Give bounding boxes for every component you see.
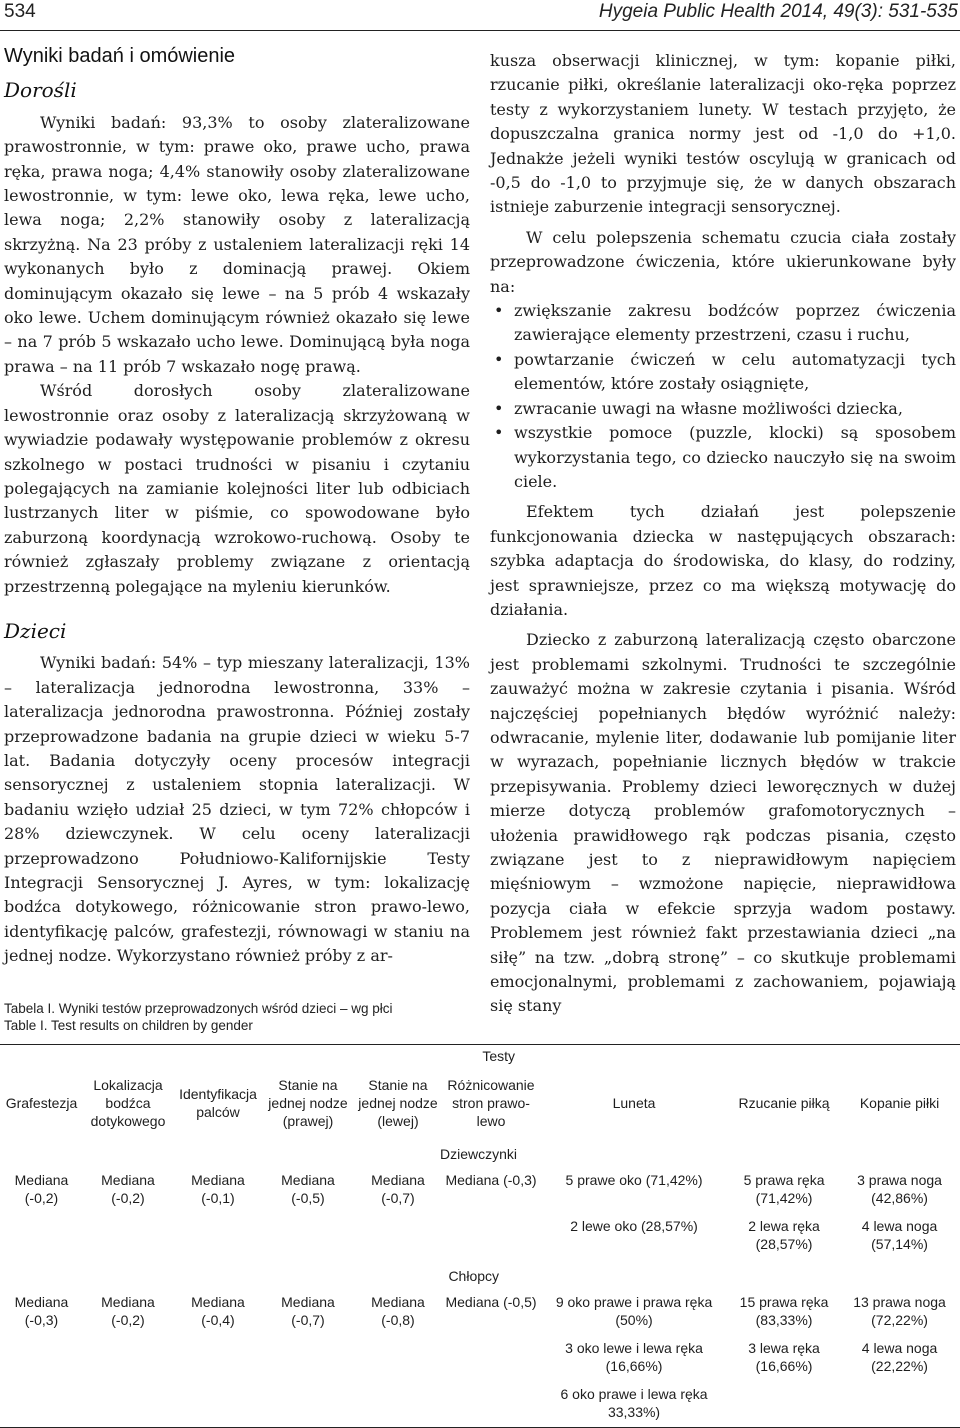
table-header-cell: Stanie na jednej nodze (lewej) xyxy=(358,1077,438,1129)
table-cell: 5 prawa ręka (71,42%) xyxy=(743,1172,825,1206)
paragraph-children-results: Wyniki badań: 54% – typ mieszany lateralizacji, 13% – lateralizacja jednorodna lewostronna, 33% – lateralizacja jednorodna prawostronna. Później zostały przeprowadzone badania na grupie dzieci w wieku 5-7 lat. Badania dotyczyły oceny procesów integracji sensorycznej z ustaleniem stopnia lateralizacji. W badaniu wzięło udział 25 dzieci, w tym 72% chłopców i 28% dziewczynek. W celu oceny lateralizacji przeprowadzono Południowo-Kalifornijskie Testy Integracji Sensorycznej J. Ayres, w tym: lokalizację bodźca dotykowego, różnicowanie stron prawo-lewo, identyfikację palców, grafestezji, równowagi w staniu na jednej nodze. Wykorzystano również próby z ar- xyxy=(4,653,470,966)
table-cell: 4 lewa noga (22,22%) xyxy=(861,1340,938,1374)
table-row xyxy=(0,1289,960,1335)
table-cell: Mediana (-0,5) xyxy=(281,1172,335,1206)
list-item: • zwiększanie zakresu bodźców poprzez ćwiczenia zawierające elementy przestrzeni, czasu i ruchu, xyxy=(494,301,956,345)
list-item: • powtarzanie ćwiczeń w celu automatyzacji tych elementów, które zostały osiągnięte, xyxy=(494,349,956,394)
table-cell: Mediana (-0,7) xyxy=(281,1294,335,1328)
exercise-list xyxy=(490,299,956,494)
table-header-cell: Rzucanie piłką xyxy=(738,1095,830,1111)
table-cell: Mediana (-0,5) xyxy=(445,1294,537,1310)
table-cell: 15 prawa ręka (83,33%) xyxy=(739,1294,829,1328)
paragraph-adults-problems: Wśród dorosłych osoby zlateralizowane lewostronnie oraz osoby z lateralizacją skrzyżowaną w wywiadzie podawały występowanie problemów z okresu szkolnego w postaci trudności w pisaniu i czytaniu polegających na zamianie kolejności liter lub odbiciach lustrzanych liter w piśmie, co spowodowane było zaburzoną koordynacją wzrokowo-ruchową. Osoby te również zgłaszały problemy związane z orientacją przestrzenną polegające na myleniu kierunków. xyxy=(4,381,470,596)
paragraph-continuation: kusza obserwacji klinicznej, w tym: kopanie piłki, rzucanie piłki, określanie lateralizacji oko-ręka poprzez testy z wykorzystaniem lunety. W testach przyjęto, że dopuszczalna granica normy jest od -1,0 do +1,0. Jednakże jeżeli wyniki testów oscylują w granicach od -0,5 do -1,0 to przyjmuje się, że w danych obszarach istnieje zaburzenie integracji sensorycznej. xyxy=(490,51,956,217)
running-head: Hygeia Public Health 2014, 49(3): 531-535 xyxy=(598,1,958,22)
table-cell: 2 lewe oko (28,57%) xyxy=(570,1218,698,1234)
table-cell: 5 prawe oko (71,42%) xyxy=(565,1172,703,1188)
table-cell: Mediana (-0,3) xyxy=(445,1172,537,1188)
bullet-icon: • xyxy=(494,398,504,418)
table-group-girls: Dziewczynki xyxy=(440,1146,518,1162)
page-number: 534 xyxy=(4,1,36,22)
table-cell: Mediana (-0,2) xyxy=(101,1172,155,1206)
table-group-label: Testy xyxy=(482,1048,516,1064)
table-header-cell: Identyfikacja palców xyxy=(179,1086,257,1120)
table-cell: Mediana (-0,2) xyxy=(14,1172,69,1206)
table-cell: Mediana (-0,2) xyxy=(101,1294,155,1328)
results-table xyxy=(0,1044,960,1428)
bullet-icon: • xyxy=(494,301,504,321)
table-header-cell: Kopanie piłki xyxy=(859,1095,940,1111)
list-item: • zwracanie uwagi na własne możliwości dziecka, xyxy=(514,397,956,421)
table-row xyxy=(0,1213,960,1259)
table-caption xyxy=(4,1000,393,1034)
table-cell: 4 lewa noga (57,14%) xyxy=(861,1218,938,1252)
list-item: • wszystkie pomoce (puzzle, klocki) są sposobem wykorzystania tego, co dziecko nauczyło się na swoim ciele. xyxy=(494,423,956,491)
table-caption-en: Table I. Test results on children by gender xyxy=(4,1018,253,1033)
table-cell: 6 oko prawe i lewa ręka 33,33%) xyxy=(560,1386,708,1420)
table-cell: 3 lewa ręka (16,66%) xyxy=(748,1340,820,1374)
paragraph-adults-results: Wyniki badań: 93,3% to osoby zlateralizowane prawostronnie, w tym: prawe oko, prawe ucho, prawa ręka, prawa noga; 4,4% stanowiły osoby zlateralizowane lewostronnie, w tym: lewe oko, lewa ręka, lewe ucho, lewa noga; 2,2% stanowiły osoby z lateralizacją skrzyżną. Na 23 próby z ustaleniem lateralizacji ręki 14 wykonanych było z dominacją prawej. Okiem dominującym okazało się lewe – na 5 prób 4 wskazały oko lewe. Uchem dominującym również okazało się lewe – na 7 prób 5 wskazało ucho lewe. Dominującą była noga prawa – na 11 prób 7 wskazało nogę prawą. xyxy=(4,112,470,376)
bullet-icon: • xyxy=(494,423,504,443)
right-column xyxy=(490,49,956,1019)
table-cell: Mediana (-0,8) xyxy=(371,1294,425,1328)
table-cell: Mediana (-0,4) xyxy=(191,1294,245,1328)
section-title: Wyniki badań i omówienie xyxy=(4,45,236,67)
table-cell: Mediana (-0,1) xyxy=(191,1172,245,1206)
table-cell: 2 lewa ręka (28,57%) xyxy=(748,1218,820,1252)
paragraph-school-problems: Dziecko z zaburzoną lateralizacją często obarczone jest problemami szkolnymi. Trudności te szczególnie zauważyć można w zakresie czytania i pisania. Wśród najczęściej popełnianych błędów wyróżnić należy: odwracanie, mylenie liter, dodawanie lub pomijanie liter w wyrazach, popełnianie licznych błędów w trakcie przepisywania. Problemy dzieci leworęcznych w dużej mierze dotyczą problemów grafomotorycznych – ułożenia prawidłowego rąk podczas pisania, często związane jest to z nieprawidłowym napięciem mięśniowym – wzmożone napięcie, nieprawidłowa pozycja ciała w efekcie sprzyja wadom postawy. Problemem jest również fakt przestawiania dzieci „na siłę” na tzw. „dobrą stronę” – co skutkuje problemami emocjonalnymi, problemami z zachowaniem, pojawiają się stany xyxy=(490,630,956,1016)
bullet-icon: • xyxy=(494,349,504,369)
table-cell: 9 oko prawe i prawa ręka (50%) xyxy=(555,1294,713,1328)
subsection-title-adults: Dorośli xyxy=(4,78,77,103)
table-header-cell: Luneta xyxy=(612,1095,656,1111)
table-cell: Mediana (-0,3) xyxy=(14,1294,69,1328)
table-cell: Mediana (-0,7) xyxy=(371,1172,425,1206)
table-cell: 13 prawa noga (72,22%) xyxy=(853,1294,946,1328)
table-caption-pl: Tabela I. Wyniki testów przeprowadzonych wśród dzieci – wg płci xyxy=(4,1001,393,1016)
table-cell: 3 prawa noga (42,86%) xyxy=(857,1172,942,1206)
table-header-cell: Stanie na jednej nodze (prawej) xyxy=(268,1077,348,1129)
subsection-title-children: Dzieci xyxy=(4,618,67,643)
table-row xyxy=(0,1335,960,1381)
table-header-cell: Lokalizacja bodźca dotykowego xyxy=(90,1077,166,1129)
table-header-cell: Różnicowanie stron prawo-lewo xyxy=(447,1077,535,1129)
table-row xyxy=(0,1167,960,1213)
table-header-row xyxy=(0,1065,960,1141)
table-row xyxy=(0,1381,960,1427)
table-header-cell: Grafestezja xyxy=(5,1095,78,1111)
paragraph-effects: Efektem tych działań jest polepszenie funkcjonowania dziecka w następujących obszarach: szybka adaptacja do środowiska, do klasy, do rodziny, jest sprawniejsze, przez co ma większą motywację do działania. xyxy=(490,502,956,619)
paragraph-exercises-intro: W celu polepszenia schematu czucia ciała zostały przeprowadzone ćwiczenia, które ukierunkowane były na: xyxy=(490,227,956,296)
page-header xyxy=(0,0,960,31)
table-cell: 3 oko lewe i lewa ręka (16,66%) xyxy=(565,1340,703,1374)
left-column xyxy=(4,44,470,969)
table-group-boys: Chłopcy xyxy=(448,1268,500,1284)
